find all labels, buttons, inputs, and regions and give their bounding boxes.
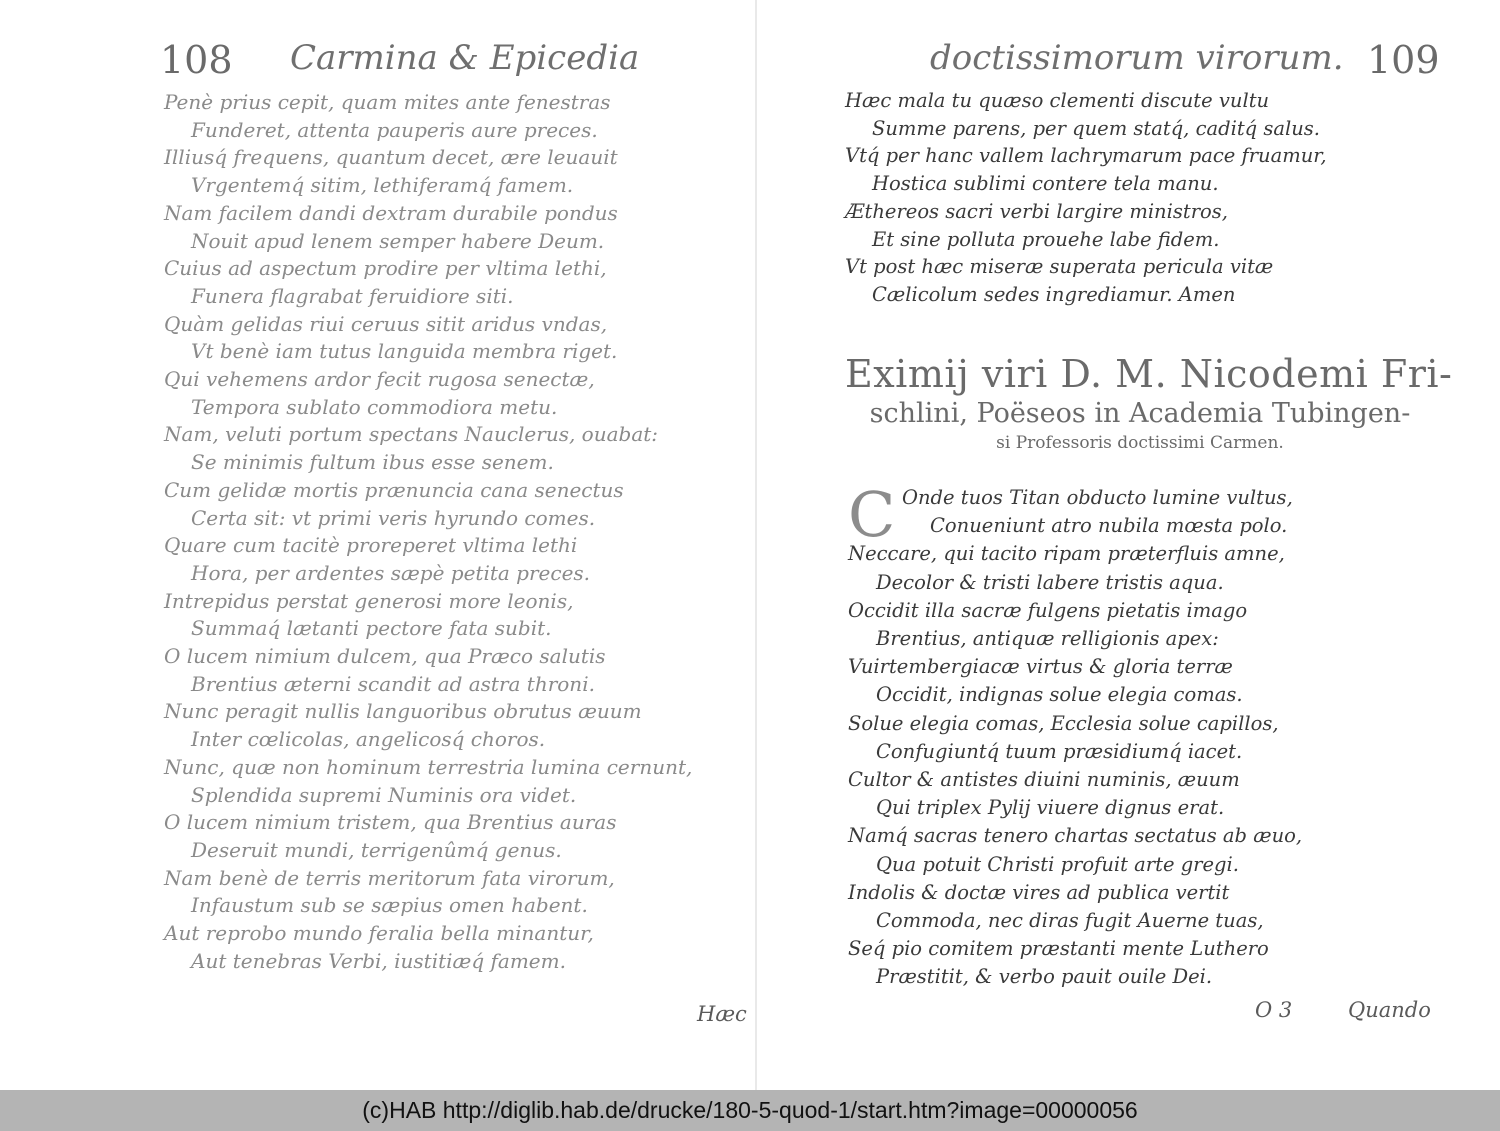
verse-line: Nam, veluti portum spectans Nauclerus, ouabat: bbox=[164, 422, 659, 447]
verse-line: Æthereos sacri verbi largire ministros, bbox=[845, 199, 1228, 223]
verse-line: Summaq́ lætanti pectore fata subit. bbox=[191, 616, 552, 641]
verse-line: Funderet, attenta pauperis aure preces. bbox=[191, 117, 598, 142]
footer-credit: (c)HAB http://diglib.hab.de/drucke/180-5-quod-1/start.htm?image=00000056 bbox=[362, 1097, 1138, 1123]
poem-line: Qui triplex Pylij viuere dignus erat. bbox=[876, 796, 1225, 820]
poem-line: Præstitit, & verbo pauit ouile Dei. bbox=[876, 965, 1213, 989]
left-page-verses bbox=[164, 89, 692, 976]
footer-bar bbox=[0, 1090, 1500, 1131]
poem-line: Cultor & antistes diuini numinis, æuum bbox=[848, 768, 1240, 792]
verse-line: O lucem nimium tristem, qua Brentius auras bbox=[164, 810, 617, 835]
poem-line: Onde tuos Titan obducto lumine vultus, bbox=[902, 486, 1293, 509]
verse-line: Nunc peragit nullis languoribus obrutus æuum bbox=[164, 699, 642, 724]
verse-line: Vtq́ per hanc vallem lachrymarum pace fruamur, bbox=[845, 144, 1327, 168]
left-page-number: 108 bbox=[160, 38, 233, 82]
poem-line: Vuirtembergiacæ virtus & gloria terræ bbox=[848, 655, 1233, 679]
verse-line: Quàm gelidas riui ceruus sitit aridus vndas, bbox=[164, 311, 608, 336]
verse-line: Hora, per ardentes sæpè petita preces. bbox=[191, 560, 591, 585]
poem-line: Brentius, antiquæ relligionis apex: bbox=[876, 627, 1219, 651]
verse-line: Funera flagrabat feruidiore siti. bbox=[191, 283, 514, 308]
verse-line: Cuius ad aspectum prodire per vltima lethi, bbox=[164, 256, 607, 281]
verse-line: Penè prius cepit, quam mites ante fenestras bbox=[164, 90, 611, 114]
verse-line: Qui vehemens ardor fecit rugosa senectæ, bbox=[164, 367, 595, 392]
verse-line: Brentius æterni scandit ad astra throni. bbox=[191, 671, 595, 696]
poem-line: Conueniunt atro nubila mœsta polo. bbox=[930, 514, 1288, 538]
verse-line: O lucem nimium dulcem, qua Præco salutis bbox=[164, 644, 606, 669]
verse-line: Nouit apud lenem semper habere Deum. bbox=[191, 228, 605, 253]
poem-verses bbox=[848, 478, 1303, 992]
verse-line: Aut reprobo mundo feralia bella minantur, bbox=[164, 921, 594, 946]
right-running-head: doctissimorum virorum. bbox=[930, 38, 1344, 78]
verse-line: Et sine polluta prouehe labe fidem. bbox=[872, 227, 1220, 251]
verse-line: Nam facilem dandi dextram durabile pondus bbox=[164, 200, 618, 225]
page-gutter bbox=[755, 0, 757, 1090]
poem-line: Decolor & tristi labere tristis aqua. bbox=[876, 570, 1224, 594]
right-page-number: 109 bbox=[1367, 38, 1440, 82]
verse-line: Certa sit: vt primi veris hyrundo comes. bbox=[191, 505, 596, 530]
poem-line: Occidit illa sacræ fulgens pietatis imago bbox=[848, 598, 1248, 622]
verse-line: Vt post hæc miseræ superata pericula vitæ bbox=[845, 255, 1274, 279]
heading-line-3: si Professoris doctissimi Carmen. bbox=[996, 433, 1284, 453]
verse-line: Deseruit mundi, terrigenûmq́ genus. bbox=[191, 837, 562, 862]
poem-line: Occidit, indignas solue elegia comas. bbox=[876, 683, 1243, 707]
drop-cap: C bbox=[848, 478, 896, 551]
verse-line: Hæc mala tu quæso clementi discute vultu bbox=[845, 89, 1270, 112]
verse-line: Tempora sublato commodiora metu. bbox=[191, 394, 558, 419]
verse-line: Summe parens, per quem statq́, caditq́ salus. bbox=[872, 116, 1320, 140]
poem-line: Namq́ sacras tenero chartas sectatus ab æuo, bbox=[848, 824, 1303, 848]
poem-line: Qua potuit Christi profuit arte gregi. bbox=[876, 852, 1239, 876]
right-catchword: Quando bbox=[1348, 998, 1431, 1022]
poem-line: Confugiuntq́ tuum præsidiumq́ iacet. bbox=[876, 739, 1243, 763]
poem-line: Commoda, nec diras fugit Auerne tuas, bbox=[876, 909, 1264, 933]
signature-mark: O 3 bbox=[1255, 998, 1293, 1022]
poem-line: Seq́ pio comitem præstanti mente Luthero bbox=[848, 937, 1269, 961]
poem-block bbox=[848, 478, 1303, 992]
heading-line-2: schlini, Poëseos in Academia Tubingen- bbox=[869, 398, 1411, 429]
verse-line: Illiusq́ frequens, quantum decet, ære leuauit bbox=[164, 145, 618, 170]
verse-line: Intrepidus perstat generosi more leonis, bbox=[164, 588, 574, 613]
left-catchword: Hæc bbox=[697, 1002, 747, 1026]
verse-line: Nam benè de terris meritorum fata virorum, bbox=[164, 865, 615, 890]
poem-line: Solue elegia comas, Ecclesia solue capillos, bbox=[848, 711, 1279, 735]
verse-line: Splendida supremi Numinis ora videt. bbox=[191, 782, 577, 807]
verse-line: Aut tenebras Verbi, iustitiæq́ famem. bbox=[191, 948, 566, 973]
verse-line: Vrgentemq́ sitim, lethiferamq́ famem. bbox=[191, 173, 574, 198]
verse-line: Infaustum sub se sæpius omen habent. bbox=[191, 893, 588, 918]
right-page-verses bbox=[845, 87, 1327, 309]
verse-line: Cælicolum sedes ingrediamur. Amen bbox=[872, 282, 1236, 306]
verse-line: Nunc, quæ non hominum terrestria lumina cernunt, bbox=[164, 754, 693, 779]
poem-heading bbox=[845, 352, 1453, 454]
left-running-head: Carmina & Epicedia bbox=[290, 38, 640, 78]
poem-line: Neccare, qui tacito ripam præterfluis amne, bbox=[848, 542, 1285, 566]
verse-line: Hostica sublimi contere tela manu. bbox=[872, 172, 1219, 196]
verse-line: Quare cum tacitè proreperet vltima lethi bbox=[164, 533, 578, 558]
verse-line: Vt benè iam tutus languida membra riget. bbox=[191, 339, 618, 364]
verse-line: Inter cœlicolas, angelicosq́ choros. bbox=[191, 727, 546, 752]
verse-line: Cum gelidæ mortis prænuncia cana senectus bbox=[164, 477, 624, 502]
heading-line-1: Eximij viri D. M. Nicodemi Fri- bbox=[845, 352, 1453, 396]
verse-line: Se minimis fultum ibus esse senem. bbox=[191, 450, 554, 475]
poem-line: Indolis & doctæ vires ad publica vertit bbox=[848, 880, 1230, 904]
